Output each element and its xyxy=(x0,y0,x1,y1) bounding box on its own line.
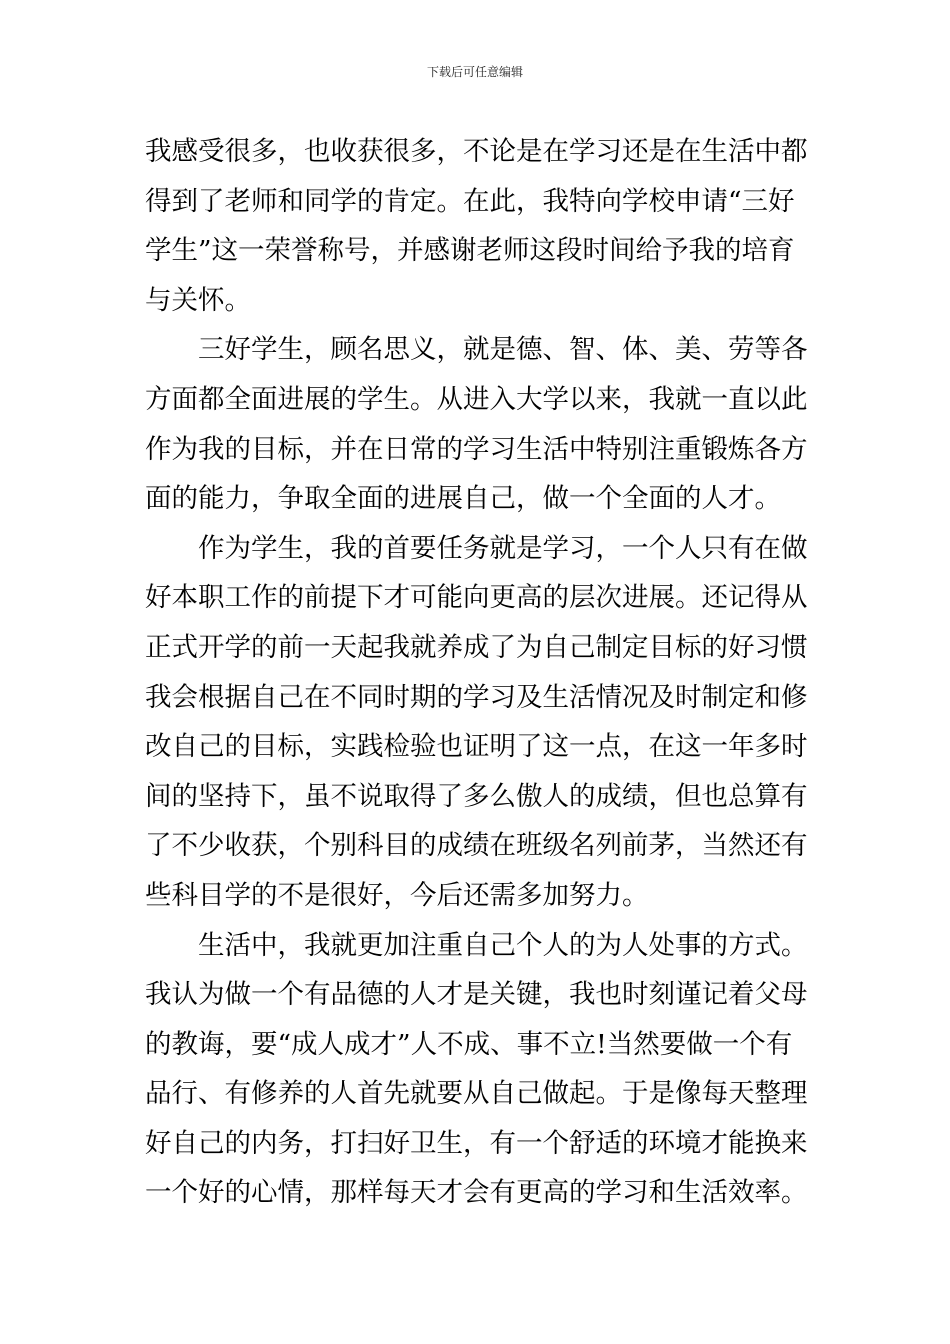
text-line: 作为学生，我的首要任务就是学习，一个人只有在做 xyxy=(198,532,808,564)
page-header: 下载后可任意编辑 xyxy=(426,65,523,79)
text-line: 方面都全面进展的学生。从进入大学以来，我就一直以此 xyxy=(145,383,808,415)
text-line: 间的坚持下，虽不说取得了多么傲人的成绩，但也总算有 xyxy=(145,780,808,812)
text-line: 我感受很多，也收获很多，不论是在学习还是在生活中都 xyxy=(145,136,808,167)
text-line: 我会根据自己在不同时期的学习及生活情况及时制定和修 xyxy=(145,681,808,713)
text-line: 好自己的内务，打扫好卫生，有一个舒适的环境才能换来 xyxy=(145,1127,808,1159)
text-line: 我认为做一个有品德的人才是关键，我也时刻谨记着父母 xyxy=(145,979,808,1011)
text-line: 面的能力，争取全面的进展自己，做一个全面的人才。 xyxy=(145,483,781,515)
text-line: 学生”这一荣誉称号，并感谢老师这段时间给予我的培育 xyxy=(145,235,795,267)
text-line: 生活中，我就更加注重自己个人的为人处事的方式。 xyxy=(198,929,808,961)
text-line: 得到了老师和同学的肯定。在此，我特向学校申请“三好 xyxy=(145,185,795,217)
text-line: 正式开学的前一天起我就养成了为自己制定目标的好习惯 xyxy=(145,631,808,663)
text-line: 作为我的目标，并在日常的学习生活中特别注重锻炼各方 xyxy=(145,433,808,465)
text-line: 的教诲，要“成人成才”人不成、事不立!当然要做一个有 xyxy=(145,1028,793,1060)
text-line: 品行、有修养的人首先就要从自己做起。于是像每天整理 xyxy=(145,1078,808,1110)
text-line: 改自己的目标，实践检验也证明了这一点，在这一年多时 xyxy=(145,731,808,763)
text-line: 些科目学的不是很好，今后还需多加努力。 xyxy=(145,879,649,911)
text-line: 了不少收获，个别科目的成绩在班级名列前茅，当然还有 xyxy=(145,830,808,862)
text-line: 好本职工作的前提下才可能向更高的层次进展。还记得从 xyxy=(145,582,808,614)
document-body xyxy=(145,127,815,1218)
text-line: 三好学生，顾名思义，就是德、智、体、美、劳等各 xyxy=(198,334,808,366)
text-line: 一个好的心情，那样每天才会有更高的学习和生活效率。 xyxy=(145,1177,808,1209)
text-line: 与关怀。 xyxy=(145,284,251,316)
